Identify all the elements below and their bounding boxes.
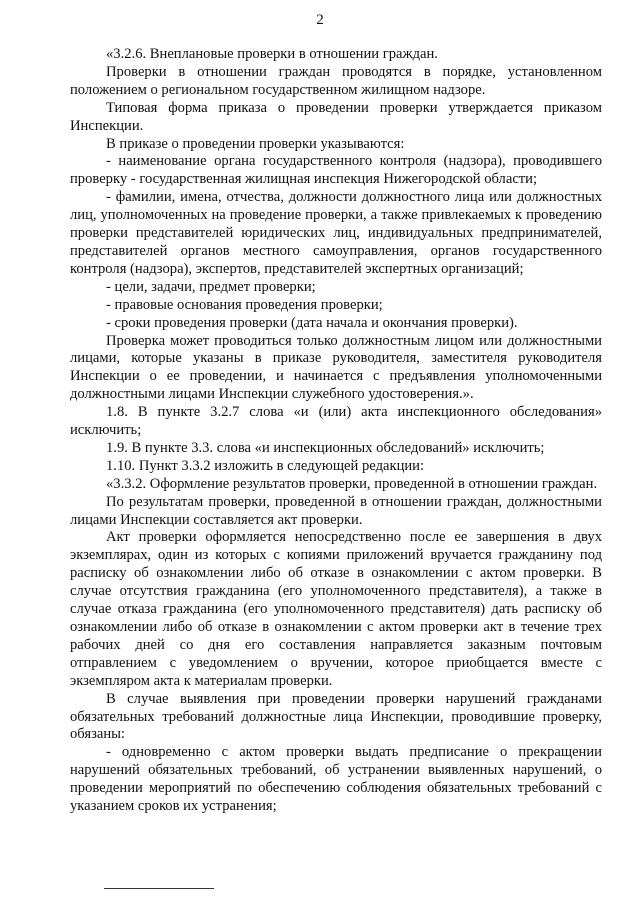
- paragraph-1-10: 1.10. Пункт 3.3.2 изложить в следующей редакции:: [106, 457, 425, 474]
- list-item: - правовые основания проведения проверки;: [106, 296, 383, 313]
- page-number: 2: [316, 12, 324, 28]
- paragraph-1-8: 1.8. В пункте 3.2.7 слова «и (или) акта инспекционного обследования» исключить;: [70, 404, 602, 439]
- list-item: - одновременно с актом проверки выдать предписание о прекращении нарушений обязательных требований, об устранении выявленных нарушений, о проведении мероприятий по обеспечению соблюдения обязательных требований с указанием сроков их устранения;: [70, 744, 602, 815]
- paragraph: Акт проверки оформляется непосредственно после ее завершения в двух экземплярах, один из которых с копиями приложений вручается гражданину под расписку об ознакомлении либо об отказе в ознакомлении с актом проверки. В случае отсутствия гражданина (его уполномоченного представителя), а также в случае отказа гражданина (его уполномоченного представителя) дать расписку об ознакомлении либо об отказе в ознакомлении с актом проверки акт в течение трех рабочих дней со дня его составления направляется заказным почтовым отправлением с уведомлением о вручении, которое приобщается вместе с экземпляром акта к материалам проверки.: [70, 529, 602, 689]
- paragraph: Проверки в отношении граждан проводятся в порядке, установленном положением о региональном государственном жилищном надзоре.: [70, 63, 602, 98]
- paragraph: По результатам проверки, проведенной в отношении граждан, должностными лицами Инспекции составляется акт проверки.: [70, 493, 602, 528]
- paragraph-3-3-2-heading: «3.3.2. Оформление результатов проверки, проведенной в отношении граждан.: [106, 475, 598, 492]
- paragraph: Типовая форма приказа о проведении проверки утверждается приказом Инспекции.: [70, 99, 602, 134]
- list-item: - сроки проведения проверки (дата начала и окончания проверки).: [106, 314, 518, 331]
- footnote-divider: [104, 888, 214, 889]
- list-item: - фамилии, имена, отчества, должности должностного лица или должностных лиц, уполномоченных на проведение проверки, а также привлекаемых к проведению проверки представителей юридических лиц, индивидуальных предпринимателей, представителей органов местного самоуправления, органов государственного контроля (надзора), экспертов, представителей экспертных организаций;: [70, 189, 602, 277]
- paragraph: В случае выявления при проведении проверки нарушений гражданами обязательных требований должностные лица Инспекции, проводившие проверку, обязаны:: [70, 690, 602, 743]
- paragraph: В приказе о проведении проверки указываются:: [106, 135, 405, 152]
- document-body: [70, 46, 602, 816]
- paragraph: Проверка может проводиться только должностным лицом или должностными лицами, которые указаны в приказе руководителя, заместителя руководителя Инспекции о ее проведении, и начинается с предъявления уполномоченными должностными лицами Инспекции служебного удостоверения.».: [70, 332, 602, 403]
- list-item: - наименование органа государственного контроля (надзора), проводившего проверку - государственная жилищная инспекция Нижегородской области;: [70, 153, 602, 188]
- list-item: - цели, задачи, предмет проверки;: [106, 278, 316, 295]
- paragraph-3-2-6-heading: «3.2.6. Внеплановые проверки в отношении граждан.: [106, 46, 438, 62]
- paragraph-1-9: 1.9. В пункте 3.3. слова «и инспекционных обследований» исключить;: [106, 439, 545, 456]
